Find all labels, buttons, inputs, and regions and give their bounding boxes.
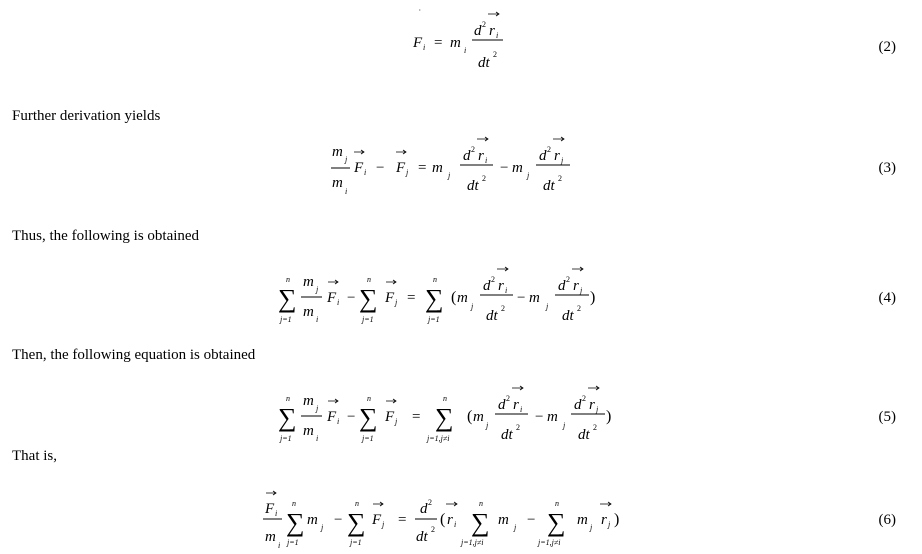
- summation-sign: ∑: [278, 403, 297, 432]
- subscript: i: [454, 520, 457, 529]
- superscript: 2: [431, 525, 435, 534]
- equation-number: (4): [878, 290, 896, 306]
- force-symbol: F: [385, 290, 395, 306]
- lower-limit: j=1,j≠i: [461, 538, 484, 547]
- paragraph: Thus, the following is obtained: [12, 228, 200, 244]
- equation-number: (3): [878, 160, 896, 176]
- summation-sign: ∑: [425, 284, 444, 313]
- subscript: i: [496, 31, 499, 40]
- right-paren: ): [590, 289, 596, 306]
- paragraph: Further derivation yields: [12, 108, 161, 124]
- subscript: j: [563, 421, 566, 430]
- mass-symbol: m: [547, 409, 558, 425]
- upper-limit: n: [292, 499, 296, 508]
- denominator-dt: dt: [478, 55, 490, 71]
- minus-sign: −: [535, 409, 544, 425]
- equation-6: [0, 468, 922, 554]
- summation-sign: ∑: [471, 508, 490, 537]
- equals-sign: =: [434, 35, 443, 51]
- subscript: i: [505, 286, 508, 295]
- summation-sign: ∑: [359, 403, 378, 432]
- superscript: 2: [516, 423, 520, 432]
- vector-arrow: [572, 267, 583, 271]
- upper-limit: n: [355, 499, 359, 508]
- lower-limit: j=1: [362, 315, 374, 324]
- vector-dot: ·: [418, 6, 422, 15]
- equation-3: [0, 125, 922, 205]
- right-paren: ): [606, 408, 612, 425]
- equals-sign: =: [398, 512, 407, 528]
- force-symbol: F: [327, 290, 337, 306]
- superscript: 2: [582, 394, 586, 403]
- minus-sign: −: [517, 290, 526, 306]
- mass-symbol: m: [303, 274, 314, 290]
- left-paren: (: [440, 511, 446, 528]
- upper-limit: n: [443, 394, 447, 403]
- force-symbol: F: [327, 409, 337, 425]
- numerator-d: d: [420, 501, 428, 517]
- subscript: j: [471, 302, 474, 311]
- subscript: j: [546, 302, 549, 311]
- force-symbol: F: [385, 409, 395, 425]
- position-symbol: r: [601, 512, 607, 528]
- vector-arrow: [328, 280, 338, 284]
- position-symbol: r: [573, 278, 579, 294]
- numerator-d: d: [558, 278, 566, 294]
- subscript: j: [321, 523, 324, 532]
- superscript: 2: [577, 304, 581, 313]
- equation-5: [0, 368, 922, 448]
- position-symbol: r: [489, 23, 495, 39]
- minus-sign: −: [527, 512, 536, 528]
- vector-arrow: [266, 491, 276, 495]
- vector-arrow: [600, 502, 611, 506]
- vector-arrow: [553, 137, 564, 141]
- force-symbol: F: [396, 160, 406, 176]
- superscript: 2: [428, 498, 432, 507]
- vector-arrow: [354, 150, 364, 154]
- subscript: j: [514, 523, 517, 532]
- numerator-d: d: [463, 148, 471, 164]
- subscript: j: [316, 404, 319, 413]
- vector-arrow: [497, 267, 508, 271]
- minus-sign: −: [500, 160, 509, 176]
- minus-sign: −: [347, 290, 356, 306]
- subscript: j: [316, 285, 319, 294]
- subscript: i: [520, 405, 523, 414]
- denominator-dt: dt: [416, 529, 428, 545]
- paragraph: That is,: [12, 448, 57, 464]
- vector-arrow: [477, 137, 488, 141]
- vector-arrow: [328, 399, 338, 403]
- summation-sign: ∑: [347, 508, 366, 537]
- upper-limit: n: [433, 275, 437, 284]
- subscript: i: [345, 187, 348, 196]
- mass-symbol: m: [577, 512, 588, 528]
- right-paren: ): [614, 511, 620, 528]
- subscript: j: [596, 405, 599, 414]
- lower-limit: j=1: [428, 315, 440, 324]
- denominator-dt: dt: [543, 178, 555, 194]
- denominator-dt: dt: [562, 308, 574, 324]
- mass-symbol: m: [450, 35, 461, 51]
- numerator-d: d: [474, 23, 482, 39]
- subscript: i: [275, 509, 278, 518]
- subscript: j: [608, 520, 611, 529]
- mass-symbol: m: [457, 290, 468, 306]
- lower-limit: j=1: [287, 538, 299, 547]
- mass-symbol: m: [303, 423, 314, 439]
- superscript: 2: [493, 50, 497, 59]
- mass-symbol: m: [529, 290, 540, 306]
- equation-number: (5): [878, 409, 896, 425]
- vector-arrow: [512, 386, 523, 390]
- force-symbol: F: [413, 35, 423, 51]
- superscript: 2: [547, 145, 551, 154]
- numerator-d: d: [498, 397, 506, 413]
- subscript: j: [527, 171, 530, 180]
- mass-symbol: m: [332, 144, 343, 160]
- mass-symbol: m: [307, 512, 318, 528]
- superscript: 2: [491, 275, 495, 284]
- summation-sign: ∑: [359, 284, 378, 313]
- upper-limit: n: [555, 499, 559, 508]
- subscript: i: [337, 298, 340, 307]
- subscript: i: [337, 417, 340, 426]
- numerator-d: d: [539, 148, 547, 164]
- force-symbol: F: [265, 501, 275, 517]
- mass-symbol: m: [265, 529, 276, 545]
- summation-sign: ∑: [435, 403, 454, 432]
- summation-sign: ∑: [278, 284, 297, 313]
- vector-arrow: [488, 12, 499, 16]
- equation-number: (2): [878, 39, 896, 55]
- mass-symbol: m: [332, 175, 343, 191]
- subscript: i: [423, 43, 426, 52]
- position-symbol: r: [589, 397, 595, 413]
- denominator-dt: dt: [501, 427, 513, 443]
- vector-arrow: [588, 386, 599, 390]
- denominator-dt: dt: [486, 308, 498, 324]
- denominator-dt: dt: [467, 178, 479, 194]
- superscript: 2: [482, 20, 486, 29]
- position-symbol: r: [447, 512, 453, 528]
- subscript: j: [395, 417, 398, 426]
- equals-sign: =: [412, 409, 421, 425]
- summation-sign: ∑: [286, 508, 305, 537]
- superscript: 2: [501, 304, 505, 313]
- superscript: 2: [558, 174, 562, 183]
- subscript: j: [382, 520, 385, 529]
- mass-symbol: m: [303, 304, 314, 320]
- mass-symbol: m: [498, 512, 509, 528]
- vector-arrow: [396, 150, 406, 154]
- denominator-dt: dt: [578, 427, 590, 443]
- superscript: 2: [506, 394, 510, 403]
- upper-limit: n: [286, 394, 290, 403]
- equation-number: (6): [878, 512, 896, 528]
- subscript: j: [406, 168, 409, 177]
- equals-sign: =: [418, 160, 427, 176]
- left-paren: (: [451, 289, 457, 306]
- mass-symbol: m: [473, 409, 484, 425]
- subscript: j: [448, 171, 451, 180]
- vector-arrow: [386, 280, 396, 284]
- lower-limit: j=1: [350, 538, 362, 547]
- numerator-d: d: [574, 397, 582, 413]
- position-symbol: r: [513, 397, 519, 413]
- lower-limit: j=1,j≠i: [538, 538, 561, 547]
- mass-symbol: m: [303, 393, 314, 409]
- numerator-d: d: [483, 278, 491, 294]
- subscript: i: [485, 156, 488, 165]
- force-symbol: F: [372, 512, 382, 528]
- lower-limit: j=1: [362, 434, 374, 443]
- subscript: j: [561, 156, 564, 165]
- subscript: i: [316, 315, 319, 324]
- subscript: j: [580, 286, 583, 295]
- lower-limit: j=1: [280, 434, 292, 443]
- upper-limit: n: [367, 394, 371, 403]
- minus-sign: −: [376, 160, 385, 176]
- summation-sign: ∑: [547, 508, 566, 537]
- subscript: j: [590, 523, 593, 532]
- position-symbol: r: [478, 148, 484, 164]
- position-symbol: r: [554, 148, 560, 164]
- superscript: 2: [593, 423, 597, 432]
- minus-sign: −: [334, 512, 343, 528]
- subscript: i: [464, 46, 467, 55]
- upper-limit: n: [286, 275, 290, 284]
- subscript: j: [486, 421, 489, 430]
- subscript: i: [278, 541, 281, 550]
- force-symbol: F: [354, 160, 364, 176]
- subscript: i: [364, 168, 367, 177]
- position-symbol: r: [498, 278, 504, 294]
- upper-limit: n: [367, 275, 371, 284]
- mass-symbol: m: [432, 160, 443, 176]
- subscript: i: [316, 434, 319, 443]
- subscript: j: [345, 155, 348, 164]
- lower-limit: j=1: [280, 315, 292, 324]
- superscript: 2: [471, 145, 475, 154]
- minus-sign: −: [347, 409, 356, 425]
- paragraph: Then, the following equation is obtained: [12, 347, 256, 363]
- left-paren: (: [467, 408, 473, 425]
- vector-arrow: [386, 399, 396, 403]
- superscript: 2: [566, 275, 570, 284]
- superscript: 2: [482, 174, 486, 183]
- lower-limit: j=1,j≠i: [427, 434, 450, 443]
- equals-sign: =: [407, 290, 416, 306]
- vector-arrow: [373, 502, 383, 506]
- mass-symbol: m: [512, 160, 523, 176]
- subscript: j: [395, 298, 398, 307]
- upper-limit: n: [479, 499, 483, 508]
- vector-arrow: [446, 502, 457, 506]
- equation-4: [0, 248, 922, 328]
- equation-2: [0, 0, 922, 80]
